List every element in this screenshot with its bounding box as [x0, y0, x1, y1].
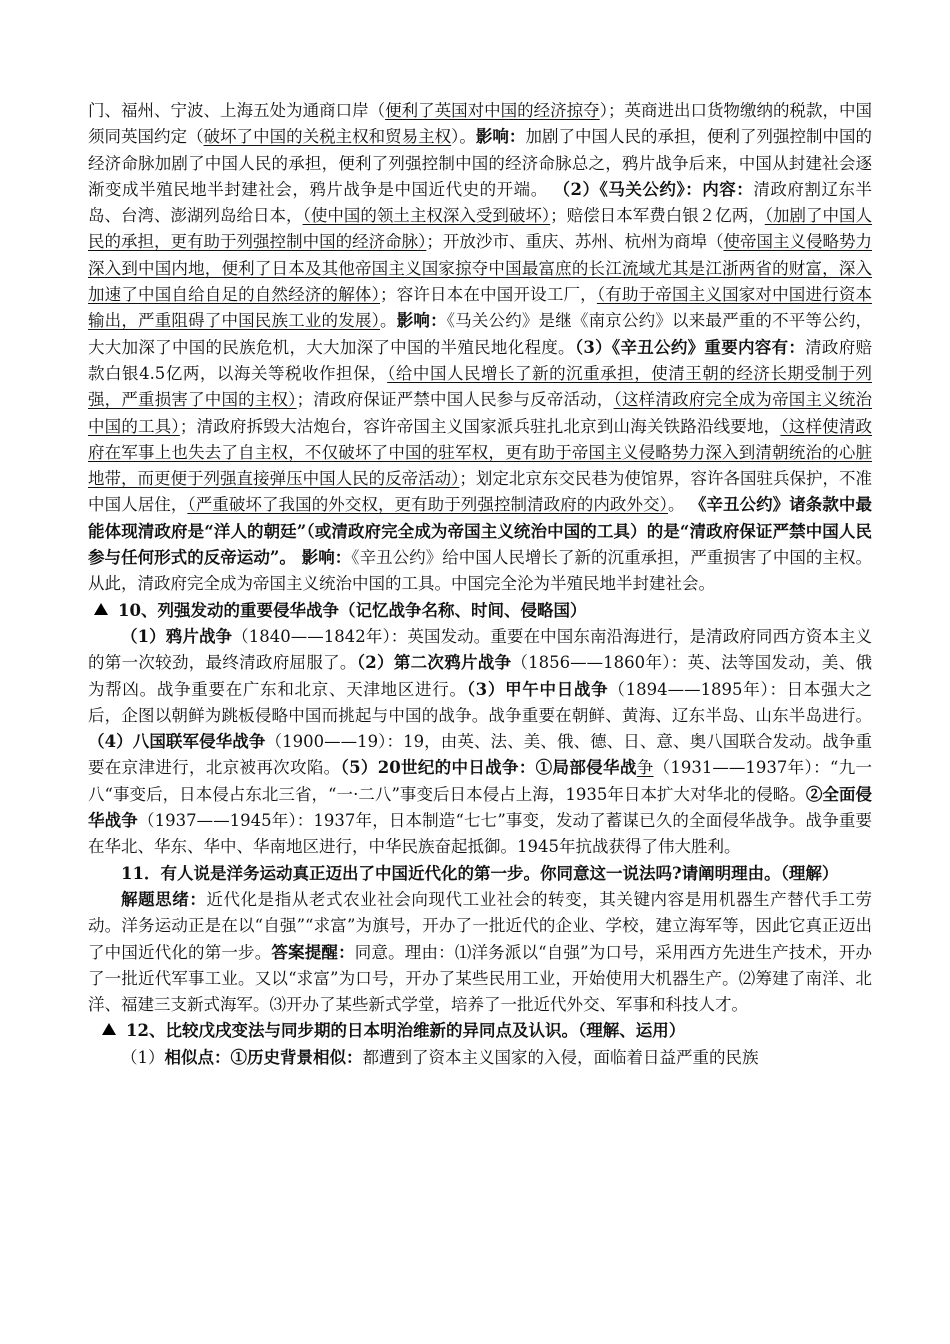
underlined-note: （有助于帝国主义国家对中国进行资本输出，严重阻碍了中国民族工业的发展）: [88, 285, 873, 331]
text: 清政府割辽东半岛、台湾、澎湖列岛给日本，: [88, 179, 873, 226]
keyword: 影响：: [475, 127, 526, 147]
keyword: （2）第二次鸦片战争: [356, 653, 512, 673]
paragraph-wars: [88, 624, 872, 861]
underlined-note: （给中国人民增长了新的沉重承担，使清王朝的经济长期受制于列强，严重损害了中国的主权）: [88, 363, 872, 410]
underlined-note: （加剧了中国人民的承担，更有助于列强控制中国的经济命脉）: [88, 206, 873, 252]
text: （1931——1937年）：“九一八“事变后，日本侵占东北三省，“一·二八”事变后日本侵占上海，1935年日本扩大对华北的侵略。: [88, 758, 873, 804]
document-body: [88, 98, 872, 1071]
underlined-note: 使帝国主义侵略势力深入到中国内地，便利了日本及其他帝国主义国家掠夺中国最富庶的长江流域尤其是江浙两省的财富，深入加速了中国自给自足的自然经济的解体）: [88, 232, 873, 305]
keyword: 答案提醒：: [271, 942, 355, 962]
text: 。: [667, 495, 690, 515]
underlined-note: 破坏了中国的关税主权和贸易主权: [203, 127, 452, 147]
text: 都遭到了资本主义国家的入侵，面临着日益严重的民族: [362, 1047, 759, 1067]
underlined-note: （使中国的领土主权深入受到破坏）: [302, 206, 551, 226]
paragraph-answer-12: [88, 1045, 872, 1071]
underlined-note: 争: [636, 758, 654, 778]
text: 加剧了中国人民的承担，便利了列强控制中国的经济命脉加剧了中国人民的承担，便利了列强控制中国的经济命脉总之，鸦片战争后来，中国从封建社会逐渐变成半殖民地半封建社会，鸦片战争是中国近代史的开端。: [88, 127, 873, 199]
text: ；清政府拆毁大沽炮台，容许帝国主义国家派兵驻扎北京到山海关铁路沿线要地，: [179, 416, 781, 436]
text: ）；英商进出口货物缴纳的税款，中国须同英国约定（: [88, 101, 873, 147]
text: ；容许日本在中国开设工厂，: [380, 285, 597, 305]
keyword: （4）八国联军侵华战争: [88, 732, 266, 752]
underlined-note: （严重破坏了我国的外交权，更有助于列强控制清政府的内政外交）: [187, 495, 668, 515]
heading-10: [88, 598, 872, 624]
text: ；划定北京东交民巷为使馆界，容许各国驻兵保护，不准中国人居住，: [88, 469, 873, 515]
text: （1937——1945年）：1937年，日本制造“七七”事变，发动了蓄谋已久的全面侵华战争。战争重要在华北、华东、华中、华南地区进行，中华民族奋起抵御。1945年抗战获得了伟大胜利。: [88, 811, 872, 857]
text: （1894——1895年）：日本强大之后，企图以朝鲜为跳板侵略中国而挑起与中国的战争。战争重要在朝鲜、黄海、辽东半岛、山东半岛进行。: [88, 679, 873, 725]
triangle-bullet-icon: [102, 1023, 116, 1035]
keyword: （2）《马关公约》：内容：: [553, 179, 754, 199]
triangle-bullet-icon: [94, 603, 108, 615]
paragraph-treaties: [88, 98, 872, 598]
text: （1840——1842年）：英国发动。重要在中国东南沿海进行，是清政府同西方资本主义的第一次较劲，最终清政府屈服了。: [88, 626, 873, 673]
keyword: （3）甲午中日战争: [466, 679, 609, 699]
keyword: 解题思绪：: [121, 889, 207, 909]
keyword: 《辛丑公约》诸条款中最能体现清政府是“洋人的朝廷”（或清政府完全成为帝国主义统治中国的工具）的是“清政府保证严禁中国人民参与任何形式的反帝运动”。 影响：: [88, 495, 873, 568]
heading-12: [88, 1018, 872, 1044]
text: 清政府赔款白银4.5亿两，以海关等税收作担保，: [88, 337, 873, 383]
keyword: 影响：: [396, 311, 447, 331]
text: 门、福州、宁波、上海五处为通商口岸（: [88, 101, 386, 120]
paragraph-answer-11: [88, 887, 872, 1018]
text: ）。: [451, 127, 476, 147]
keyword: 相似点：①历史背景相似：: [164, 1047, 363, 1067]
keyword: （1）鸦片战争: [121, 626, 233, 646]
heading-text: 12、比较戊戌变法与同步期的日本明治维新的异同点及认识。（理解、运用）: [126, 1021, 686, 1041]
underlined-note: 便利了英国对中国的经济掠夺: [385, 101, 600, 120]
text: （1）: [121, 1047, 165, 1067]
heading-11: 11．有人说是洋务运动真正迈出了中国近代化的第一步。你同意这一说法吗?请阐明理由。（理解）: [121, 863, 839, 883]
text: ；赔偿日本军费白银２亿两，: [550, 206, 765, 226]
text: （1900——19）：19，由英、法、美、俄、德、日、意、奥八国联合发动。战争重要在京津进行，北京被再次攻陷。: [88, 732, 873, 778]
keyword: ②全面侵华战争: [88, 784, 872, 831]
keyword: （3）《辛丑公约》重要内容有：: [574, 337, 806, 357]
text: 《辛丑公约》给中国人民增长了新的沉重承担，严重损害了中国的主权。从此，清政府完全成为帝国主义统治中国的工具。中国完全沦为半殖民地半封建社会。: [88, 548, 872, 594]
text: ；开放沙市、重庆、苏州、杭州为商埠（: [426, 232, 724, 252]
underlined-note: （这样清政府完全成为帝国主义统治中国的工具）: [88, 390, 873, 436]
heading-text: 10、列强发动的重要侵华战争（记忆战争名称、时间、侵略国）: [118, 600, 587, 620]
text: 《马关公约》是继《南京公约》以来最严重的不平等公约，大大加深了中国的民族危机，大大加深了中国的半殖民地化程度。: [88, 311, 873, 357]
text: 。: [380, 311, 397, 331]
underlined-note: （这样使清政府在军事上也失去了自主权，不仅破坏了中国的驻军权，更有助于帝国主义侵略势力深入到清朝统治的心脏地带，而更便于列强直接弹压中国人民的反帝活动）: [88, 416, 873, 489]
text: ；清政府保证严禁中国人民参与反帝活动，: [296, 390, 614, 410]
text: 近代化是指从老式农业社会向现代工业社会的转变，其关键内容是用机器生产替代手工劳动。洋务运动正是在以“自强”“求富”为旗号，开办了一批近代的企业、学校，建立海军等，因此它真正迈出了中国近代化的第一步。: [88, 889, 873, 962]
text: 同意。理由：⑴洋务派以“自强”为口号，采用西方先进生产技术，开办了一批近代军事工业。又以“求富”为口号，开办了某些民用工业，开始使用大机器生产。⑵筹建了南洋、北洋、福建三支新式海军。⑶开办了某些新式学堂，培养了一批近代外交、军事和科技人才。: [88, 942, 873, 1015]
text: （1856——1860年）：英、法等国发动，美、俄为帮凶。战争重要在广东和北京、天津地区进行。: [88, 653, 873, 699]
keyword: （5）20世纪的中日战争：①局部侵华战: [340, 758, 637, 778]
